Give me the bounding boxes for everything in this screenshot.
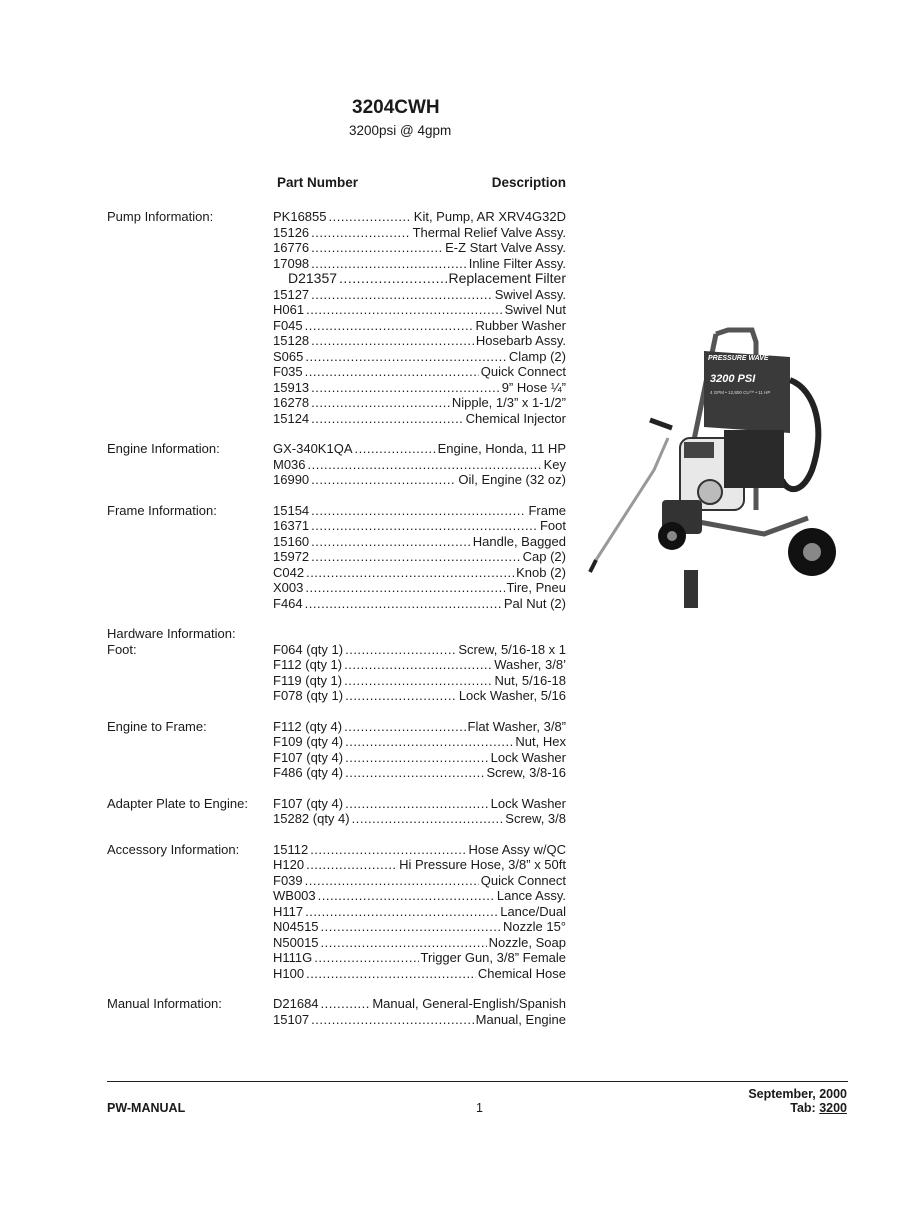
part-entry [273,534,566,550]
part-description: Lock Washer [490,795,566,811]
part-entry [273,857,566,873]
parts-row [0,657,906,673]
dot-leader [306,302,503,318]
dot-leader [311,411,463,427]
dot-leader [310,842,466,858]
panel-brand-text: PRESSURE WAVE [708,355,769,362]
part-number: 17098 [273,255,310,271]
part-number: 15127 [273,286,310,302]
part-description: Hose Assy w/QC [468,841,566,857]
parts-row [0,688,906,704]
footer-tab-label: Tab: [790,1101,816,1115]
part-description: Manual, Engine [475,1011,566,1027]
document-subtitle: 3200psi @ 4gpm [349,123,452,138]
parts-row [0,704,906,735]
section-label: Pump Information: [107,209,214,224]
part-number: 16278 [273,395,310,410]
part-entry [273,411,566,427]
footer-tab-value: 3200 [819,1101,847,1115]
dot-leader [311,380,500,396]
part-entry [273,318,566,334]
parts-row [0,287,906,303]
part-number: H117 [273,903,304,919]
dot-leader [311,503,526,519]
parts-row [0,966,906,982]
section-label: Foot: [107,641,137,657]
part-description: Nut, 5/16-18 [494,672,566,688]
parts-row [0,981,906,1012]
part-entry [273,1012,566,1028]
part-number: N04515 [273,919,319,934]
part-description: Hi Pressure Hose, 3/8” x 50ft [399,857,566,872]
part-number: X003 [273,580,304,595]
part-description: Flat Washer, 3/8” [467,718,566,734]
dot-leader [318,888,495,904]
dot-leader [305,580,504,596]
part-number: 15913 [273,379,310,395]
part-entry [273,287,566,303]
part-description: Lance/Dual [500,903,566,919]
section-label: Frame Information: [107,502,217,518]
dot-leader [311,287,493,303]
parts-row [0,765,906,781]
dot-leader [339,271,446,287]
dot-leader [305,873,479,889]
part-entry [273,333,566,349]
parts-row [0,888,906,904]
part-number: 15124 [273,410,310,426]
part-description: Hosebarb Assy. [475,333,566,348]
part-description: Clamp (2) [508,348,566,364]
part-entry [288,271,566,287]
part-number: 15282 (qty 4) [273,811,350,826]
part-description: Pal Nut (2) [503,595,566,611]
dot-leader [311,225,410,241]
parts-row [0,734,906,750]
dot-leader [305,596,502,612]
part-entry [273,765,566,781]
dot-leader [311,534,471,550]
dot-leader [329,209,412,225]
parts-row [0,302,906,318]
dot-leader [321,919,501,935]
part-number: F112 (qty 1) [273,657,343,672]
dot-leader [305,318,474,334]
part-entry [273,209,566,225]
dot-leader [345,765,484,781]
part-number: 15126 [273,224,310,240]
part-entry [273,380,566,396]
dot-leader [308,457,542,473]
part-description: Quick Connect [480,364,566,379]
part-number: M036 [273,456,306,472]
column-header-description: Description [491,175,566,190]
part-entry [273,256,566,272]
part-number: 15154 [273,502,310,518]
part-number: H100 [273,965,305,981]
part-entry [273,580,566,596]
part-description: Chemical Hose [477,965,566,981]
dot-leader [311,472,456,488]
part-number: H061 [273,302,305,317]
part-number: F107 (qty 4) [273,749,344,765]
part-entry [273,364,566,380]
parts-row [0,271,906,287]
panel-spec-text: 4 GPM • 12,800 CU™ • 11 HP [710,390,771,395]
part-number: S065 [273,348,304,364]
part-description: E-Z Start Valve Assy. [445,240,566,255]
part-number: H111G [273,950,313,965]
dot-leader [306,966,476,982]
part-entry [273,966,566,982]
part-number: F486 (qty 4) [273,765,344,780]
part-entry [273,349,566,365]
dot-leader [321,935,487,951]
part-description: Kit, Pump, AR XRV4G32D [413,209,566,224]
part-entry [273,518,566,534]
parts-row [0,673,906,689]
part-number: 15160 [273,533,310,549]
dot-leader [306,857,397,873]
part-description: Trigger Gun, 3/8” Female [420,950,566,965]
part-entry [273,904,566,920]
part-description: Washer, 3/8’ [494,657,566,672]
part-description: Nozzle 15° [502,919,566,934]
part-entry [273,688,566,704]
part-entry [273,472,566,488]
part-description: Inline Filter Assy. [468,255,566,271]
panel-model-text: 3200 PSI [710,373,756,385]
part-entry [273,950,566,966]
part-number: 15128 [273,333,310,348]
part-entry [273,873,566,889]
part-entry [273,240,566,256]
part-description: Handle, Bagged [472,533,566,549]
dot-leader [314,950,418,966]
part-description: Swivel Nut [504,302,566,317]
part-number: F045 [273,317,303,333]
part-description: Chemical Injector [465,410,566,426]
part-number: PK16855 [273,209,327,224]
document-title: 3204CWH [352,97,440,118]
dot-leader [345,734,513,750]
dot-leader [305,364,479,380]
part-description: 9” Hose ¼” [501,379,566,395]
parts-row [0,1012,906,1028]
part-entry [273,225,566,241]
dot-leader [311,1012,474,1028]
parts-row [0,642,906,658]
footer-manual-label: PW-MANUAL [107,1101,186,1115]
part-number: 16776 [273,240,310,255]
part-entry [273,935,566,951]
part-description: Nut, Hex [515,734,566,749]
parts-row [0,950,906,966]
part-description: Swivel Assy. [494,286,566,302]
parts-row [0,935,906,951]
part-number: C042 [273,564,305,580]
dot-leader [311,395,450,411]
section-label: Manual Information: [107,996,222,1011]
part-entry [273,549,566,565]
part-description: Replacement Filter [448,271,566,286]
part-number: D21684 [273,996,319,1011]
parts-row [0,225,906,241]
footer-page-number: 1 [476,1101,483,1115]
part-number: F107 (qty 4) [273,795,344,811]
dot-leader [345,796,489,812]
dot-leader [311,256,467,272]
parts-row [0,904,906,920]
parts-row [0,781,906,812]
part-description: Thermal Relief Valve Assy. [412,224,566,240]
part-entry [273,719,566,735]
part-description: Screw, 3/8 [505,811,566,826]
part-number: N50015 [273,934,319,950]
pressure-washer-illustration [576,320,836,620]
parts-row [0,256,906,272]
dot-leader [345,750,489,766]
part-description: Frame [528,502,566,518]
footer-tab [790,1101,847,1115]
part-description: Key [543,456,566,472]
part-description: Oil, Engine (32 oz) [458,472,566,487]
part-entry [273,888,566,904]
part-description: Lock Washer, 5/16 [458,688,566,703]
dot-leader [344,673,492,689]
part-description: Tire, Pneu [506,580,566,595]
part-entry [273,302,566,318]
dot-leader [311,549,520,565]
part-description: Foot [539,518,566,533]
dot-leader [311,333,474,349]
parts-row [0,873,906,889]
part-description: Quick Connect [480,872,566,888]
part-description: Nipple, 1/3” x 1-1/2” [451,395,566,410]
part-entry [273,919,566,935]
footer-date: September, 2000 [748,1087,847,1101]
dot-leader [305,904,498,920]
dot-leader [311,518,538,534]
part-entry [273,657,566,673]
dot-leader [306,565,514,581]
part-number: F119 (qty 1) [273,672,343,688]
part-description: Manual, General-English/Spanish [372,996,566,1011]
spray-lance [590,420,672,572]
part-entry [273,642,566,658]
part-number: 15107 [273,1011,310,1027]
section-label: Engine Information: [107,441,220,456]
part-entry [273,796,566,812]
part-description: Engine, Honda, 11 HP [437,441,566,456]
dot-leader [305,349,507,365]
part-description: Lock Washer [490,749,566,765]
part-number: F039 [273,872,303,888]
part-entry [273,811,566,827]
parts-row [0,827,906,858]
part-entry [273,395,566,411]
part-entry [273,441,566,457]
part-entry [273,673,566,689]
section-label: Accessory Information: [107,841,240,857]
part-number: F112 (qty 4) [273,718,343,734]
section-label: Engine to Frame: [107,718,207,734]
part-entry [273,457,566,473]
dot-leader [321,996,371,1012]
part-number: F035 [273,364,303,379]
dot-leader [345,688,457,704]
dot-leader [344,657,492,673]
part-entry [273,503,566,519]
section-label: Adapter Plate to Engine: [107,795,248,811]
foot-stand [684,570,698,608]
part-description: Cap (2) [522,549,566,564]
part-description: Nozzle, Soap [488,934,566,950]
part-entry [273,996,566,1012]
dot-leader [311,240,443,256]
part-number: 16990 [273,472,310,487]
part-number: F078 (qty 1) [273,688,344,703]
part-description: Lance Assy. [496,888,566,903]
part-number: 15972 [273,549,310,564]
dot-leader [345,642,456,658]
part-description: Rubber Washer [475,317,566,333]
footer-rule [107,1081,848,1082]
part-description: Knob (2) [516,564,566,580]
part-entry [273,734,566,750]
parts-row [0,750,906,766]
part-entry [273,565,566,581]
part-description: Screw, 3/8-16 [486,765,566,780]
parts-row [0,209,906,225]
part-number: GX-340K1QA [273,441,353,456]
dot-leader [355,441,436,457]
parts-row [0,240,906,256]
part-number: F064 (qty 1) [273,641,344,657]
parts-row [0,919,906,935]
column-header-part-number: Part Number [277,175,359,190]
part-number: H120 [273,857,305,872]
dot-leader [344,719,465,735]
part-number: 16371 [273,518,310,533]
part-number: 15112 [273,841,309,857]
part-number: WB003 [273,888,316,903]
part-number: D21357 [288,271,338,286]
part-entry [273,750,566,766]
part-entry [273,596,566,612]
dot-leader [352,811,504,827]
section-label: Hardware Information: [107,626,236,641]
part-entry [273,842,566,858]
part-description: Screw, 5/16-18 x 1 [458,641,566,657]
parts-row [0,811,906,827]
parts-row [0,857,906,873]
part-number: F464 [273,595,303,611]
engine [680,430,784,510]
part-number: F109 (qty 4) [273,734,344,749]
